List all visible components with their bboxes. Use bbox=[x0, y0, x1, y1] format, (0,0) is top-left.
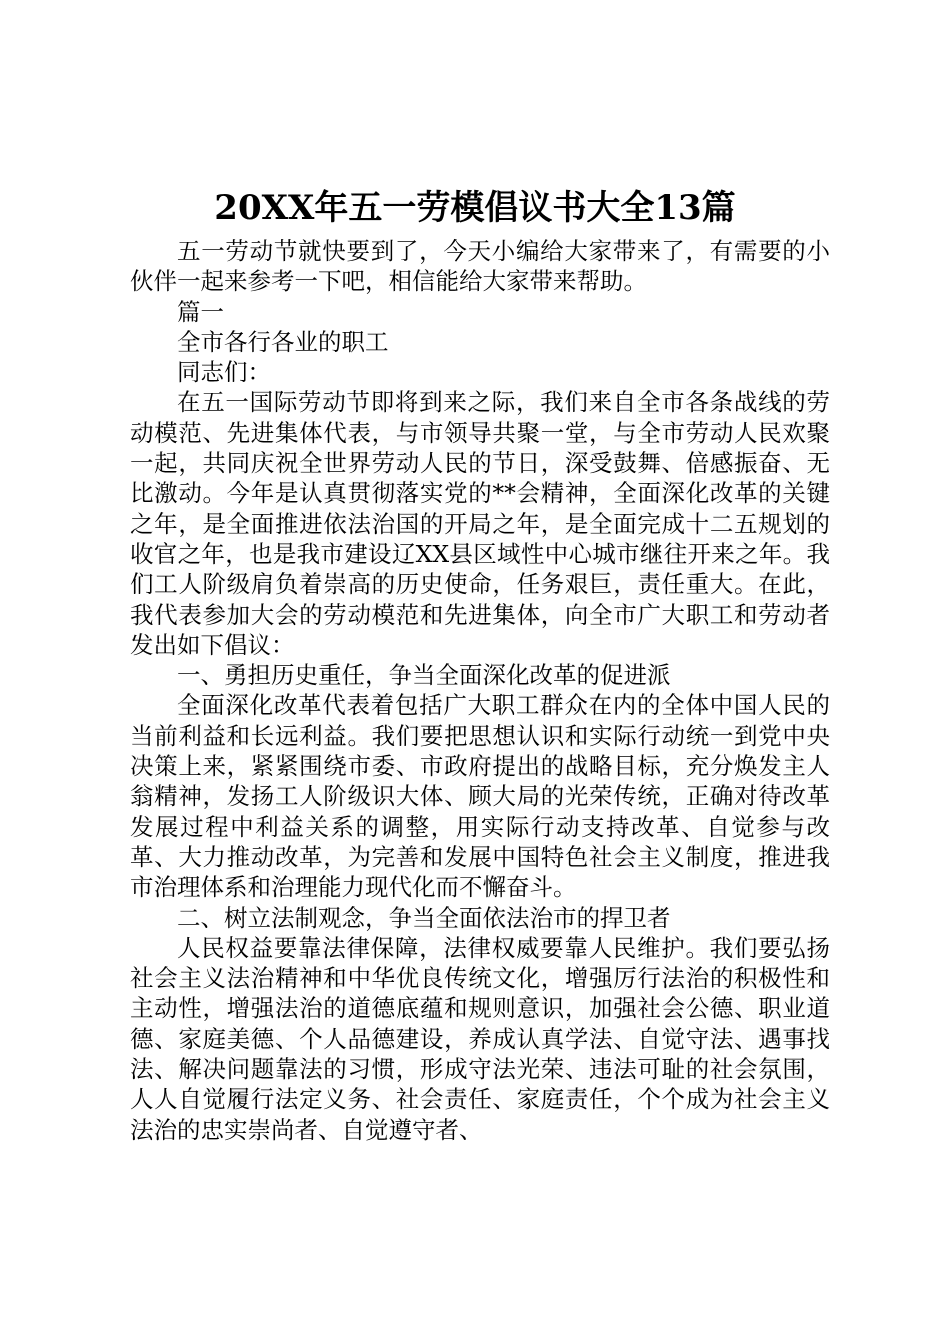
intro-paragraph: 五一劳动节就快要到了，今天小编给大家带来了，有需要的小伙伴一起来参考一下吧，相信能给大家带来帮助。 bbox=[130, 237, 830, 296]
addressee-line: 全市各行各业的职工 bbox=[177, 327, 389, 356]
body-paragraph: 全面深化改革代表着包括广大职工群众在内的全体中国人民的当前利益和长远利益。我们要把思想认识和实际行动统一到党中央决策上来，紧紧围绕市委、市政府提出的战略目标，充分焕发主人翁精神，发扬工人阶级识大体、顾大局的光荣传统，正确对待改革发展过程中利益关系的调整，用实际行动支持改革、自觉参与改革、大力推动改革，为完善和发展中国特色社会主义制度，推进我市治理体系和治理能力现代化而不懈奋斗。 bbox=[130, 691, 830, 902]
body-paragraph: 人民权益要靠法律保障，法律权威要靠人民维护。我们要弘扬社会主义法治精神和中华优良传统文化，增强厉行法治的积极性和主动性，增强法治的道德底蕴和规则意识，加强社会公德、职业道德、家庭美德、个人品德建设，养成认真学法、自觉守法、遇事找法、解决问题靠法的习惯，形成守法光荣、违法可耻的社会氛围，人人自觉履行法定义务、社会责任、家庭责任，个个成为社会主义法治的忠实崇尚者、自觉遵守者、 bbox=[130, 933, 830, 1144]
body-paragraph: 在五一国际劳动节即将到来之际，我们来自全市各条战线的劳动模范、先进集体代表，与市领导共聚一堂，与全市劳动人民欢聚一起，共同庆祝全世界劳动人民的节日，深受鼓舞、倍感振奋、无比激动。今年是认真贯彻落实党的**会精神，全面深化改革的关键之年，是全面推进依法治国的开局之年，是全面完成十二五规划的收官之年，也是我市建设辽XX县区域性中心城市继往开来之年。我们工人阶级肩负着崇高的历史使命，任务艰巨，责任重大。在此，我代表参加大会的劳动模范和先进集体，向全市广大职工和劳动者发出如下倡议： bbox=[130, 388, 830, 659]
document-title: 20XX年五一劳模倡议书大全13篇 bbox=[214, 188, 736, 228]
section-heading-part-one: 篇一 bbox=[177, 297, 224, 326]
document-body bbox=[130, 236, 830, 1145]
point-heading-two: 二、树立法制观念，争当全面依法治市的捍卫者 bbox=[177, 903, 671, 932]
salutation-line: 同志们： bbox=[177, 358, 271, 387]
point-heading-one: 一、勇担历史重任，争当全面深化改革的促进派 bbox=[177, 661, 671, 690]
